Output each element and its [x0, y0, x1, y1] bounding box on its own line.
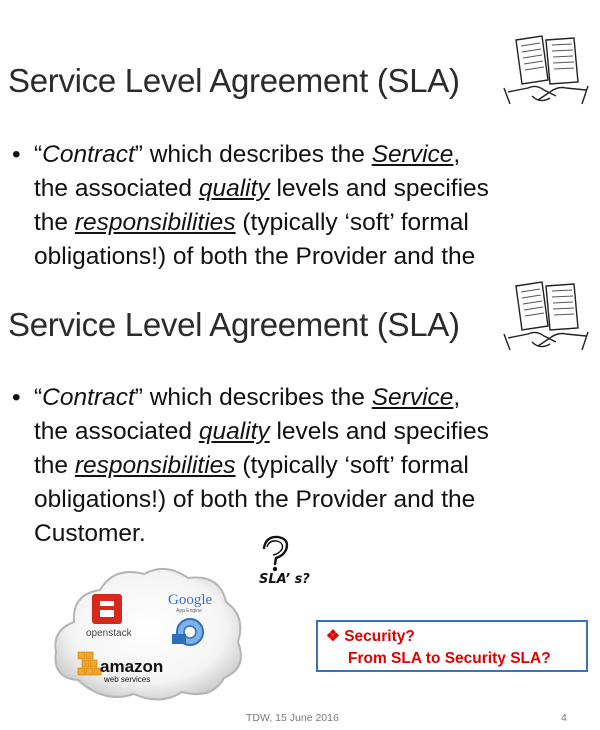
slide-1-bullet: • “Contract” which describes the Service, the associated quality levels and specifies the responsibilities (typically ‘soft’ formal obligations!) of both the Provider and the — [12, 138, 592, 274]
security-line-2: From SLA to Security SLA? — [348, 650, 551, 667]
web-services-text: web services — [104, 675, 151, 684]
bullet-dot: • — [12, 141, 21, 168]
slide-2-bullet: • “Contract” which describes the Service, the associated quality levels and specifies the responsibilities (typically ‘soft’ formal obligations!) of both the Provider and the Customer. — [12, 381, 592, 551]
page-number: 4 — [561, 712, 567, 724]
security-line-1: Security? — [344, 628, 415, 645]
slide-2-title: Service Level Agreement (SLA) — [8, 306, 460, 343]
slide-1-title: Service Level Agreement (SLA) — [8, 62, 460, 99]
openstack-logo-text: openstack — [86, 628, 132, 639]
handshake-contract-icon — [502, 280, 590, 356]
handshake-contract-icon — [502, 34, 590, 110]
slas-question-label: SLA’ s? — [259, 572, 310, 587]
app-engine-text: App Engine — [176, 608, 202, 614]
amazon-logo-text: amazon — [100, 657, 164, 676]
google-logo-text: Google — [168, 592, 213, 608]
diamond-bullet-icon: ❖ — [326, 628, 340, 645]
cloud-provider-logos — [48, 560, 248, 705]
security-callout-box — [316, 620, 588, 672]
openstack-logo-icon — [92, 594, 122, 624]
footer-date: TDW, 15 June 2016 — [246, 712, 339, 724]
bullet-dot: • — [12, 384, 21, 411]
